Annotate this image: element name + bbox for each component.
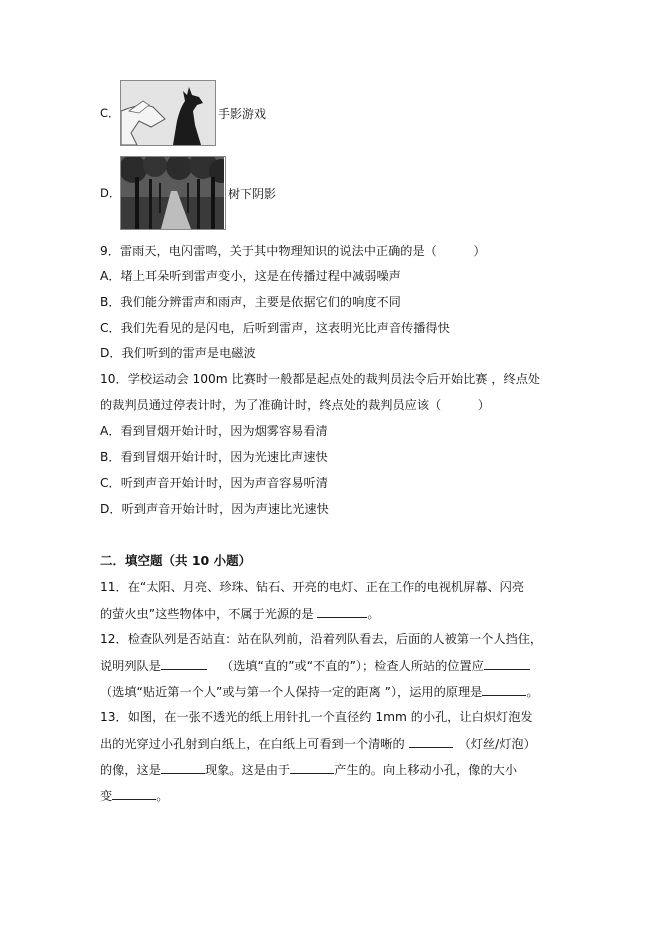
q13-line1: 13．如图，在一张不透光的纸上用针扎一个直径约 1mm 的小孔，让白炽灯泡发 [100, 710, 533, 724]
q9-option-b: B．我们能分辨雷声和雨声，主要是依据它们的响度不同 [100, 295, 401, 309]
q10-stem-line1: 10．学校运动会 100m 比赛时一般都是起点处的裁判员法令后开始比赛 ，终点处 [100, 372, 541, 386]
q10-stem-line2: 的裁判员通过停表计时，为了准确计时，终点处的裁判员应该（ ） [100, 398, 490, 412]
q10-option-a: A．看到冒烟开始计时，因为烟雾容易看清 [100, 424, 328, 438]
hand-shadow-giraffe-image [120, 80, 216, 146]
option-d-row [100, 156, 276, 230]
option-c-row [100, 80, 266, 146]
section-title: 二．填空题（共 10 小题） [100, 553, 252, 568]
answer-blank[interactable] [161, 761, 205, 774]
q13-text: 变 [100, 789, 113, 803]
q13-line4 [100, 787, 570, 804]
q11-line1: 11．在“太阳、月亮、珍珠、钻石、开亮的电灯、正在工作的电视机屏幕、闪亮 [100, 580, 525, 594]
tree-lined-road-image [120, 156, 226, 230]
answer-blank[interactable] [161, 657, 207, 670]
q12-text: （选填“贴近第一个人”或与第一个人保持一定的距离 ”），运用的原理是 [100, 685, 483, 699]
q13-text: （灯丝/灯泡） [458, 737, 536, 751]
answer-blank[interactable] [317, 605, 367, 618]
answer-blank[interactable] [409, 735, 453, 748]
answer-blank[interactable] [482, 683, 526, 696]
q13-text: 的像，这是 [100, 763, 161, 777]
q11-text: 。 [367, 607, 380, 621]
q13-text: 产生的。向上移动小孔，像的大小 [334, 763, 518, 777]
q12-text: 说明列队是 [100, 659, 161, 673]
q11-text: 的萤火虫”这些物体中，不属于光源的是 [100, 607, 318, 621]
q12-line2 [100, 657, 570, 674]
q10-option-c: C．听到声音开始计时，因为声音容易听清 [100, 476, 328, 490]
q10-option-d: D．听到声音开始计时，因为声速比光速快 [100, 502, 329, 516]
q9-stem: 9．雷雨天，电闪雷鸣，关于其中物理知识的说法中正确的是（ ） [100, 244, 486, 258]
answer-blank[interactable] [484, 657, 530, 670]
q13-text: 出的光穿过小孔射到白纸上，在白纸上可看到一个清晰的 [100, 737, 409, 751]
q10-option-b: B．看到冒烟开始计时，因为光速比声速快 [100, 450, 328, 464]
q13-text: 现象。这是由于 [204, 763, 291, 777]
option-caption: 树下阴影 [228, 186, 277, 201]
q12-line1: 12．检查队列是否站直：站在队列前，沿着列队看去，后面的人被第一个人挡住， [100, 632, 543, 646]
q9-option-d: D．我们听到的雷声是电磁波 [100, 346, 256, 360]
q13-line2 [100, 735, 570, 752]
q9-option-a: A．堵上耳朵听到雷声变小，这是在传播过程中减弱噪声 [100, 269, 401, 283]
option-caption: 手影游戏 [218, 106, 267, 121]
q13-line3 [100, 761, 570, 778]
q12-text: 。 [526, 685, 539, 699]
q12-text: （选填“直的”或“不直的”）；检查人所站的位置应 [220, 659, 484, 673]
q11-line2 [100, 605, 570, 622]
option-letter: D． [100, 186, 121, 200]
q9-option-c: C．我们先看见的是闪电，后听到雷声，这表明光比声音传播得快 [100, 321, 450, 335]
q12-line3 [100, 683, 570, 700]
q13-text: 。 [156, 789, 169, 803]
answer-blank[interactable] [290, 761, 334, 774]
answer-blank[interactable] [112, 787, 156, 800]
option-letter: C． [100, 106, 120, 120]
